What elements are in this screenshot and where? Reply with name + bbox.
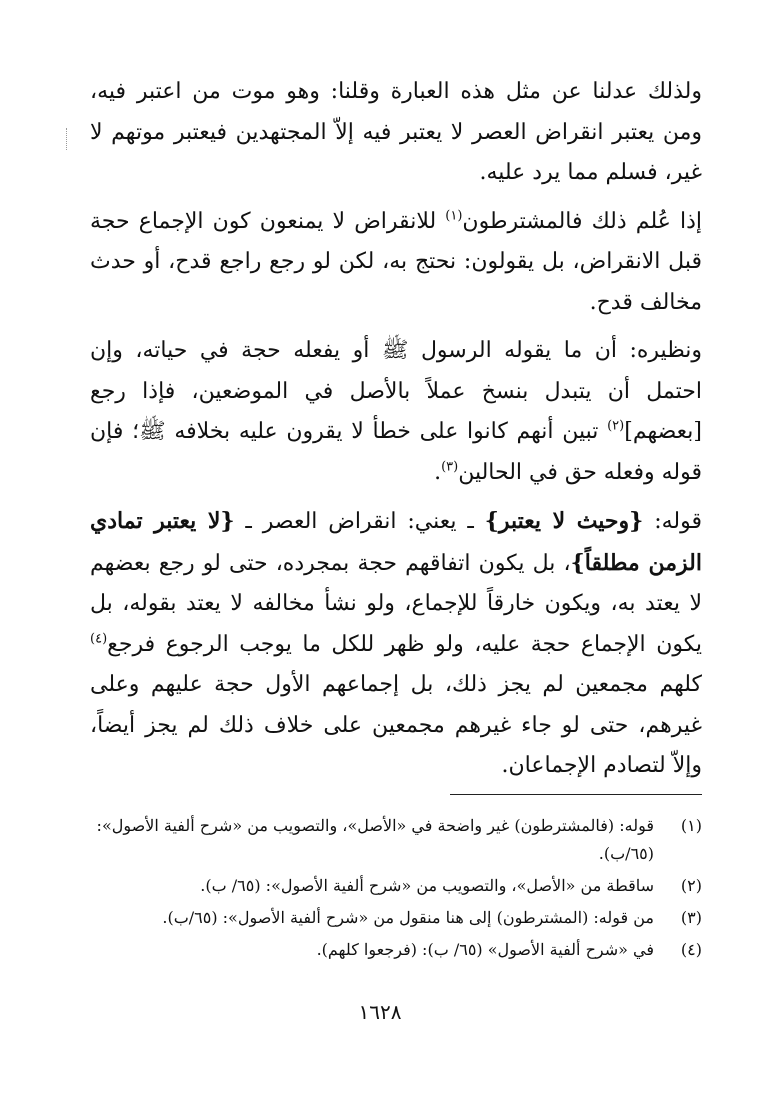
paragraph-3-text-b: تبين أنهم كانوا على خطأ لا يقرون عليه بخلافه ﷺ؛ فإن قوله وفعله حق في الحالين (90, 419, 702, 485)
footnote-divider (450, 794, 702, 795)
footnote-ref-2[interactable]: (٢) (607, 418, 625, 434)
page-number: ١٦٢٨ (358, 1000, 402, 1024)
footnote-number: (١) (680, 816, 702, 835)
footnote-ref-3[interactable]: (٣) (441, 459, 459, 475)
footnotes (80, 812, 702, 968)
paragraph-2-text-b: للانقراض لا يمنعون كون الإجماع حجة قبل الانقراض، بل يقولون: نحتج به، لكن لو رجع راجع قدح، أو حدث مخالف قدح. (90, 208, 702, 315)
quoted-matn-2: {لا يعتبر تمادي الزمن مطلقاً} (90, 508, 702, 576)
footnote-ref-4[interactable]: (٤) (90, 631, 108, 647)
paragraph-4 (90, 501, 702, 787)
footnote-text: ساقطة من «الأصل»، والتصويب من «شرح ألفية الأصول»: (٦٥/ ب). (200, 876, 654, 895)
quoted-matn-1: {وحيث لا يعتبر} (484, 508, 644, 534)
paragraph-4-text-d: ، بل يكون اتفاقهم حجة بمجرده، حتى لو رجع بعضهم لا يعتد به، ويكون خارقاً للإجماع، ولو نشأ مخالفه لا يعتد بقوله، بل يكون الإجماع حجة عليه، ولو ظهر للكل ما يوجب الرجوع فرجع (90, 550, 702, 657)
paragraph-3 (90, 331, 702, 493)
footnote-number: (٤) (680, 940, 702, 959)
footnote-4 (80, 936, 702, 964)
footnote-2 (80, 872, 702, 900)
footnote-ref-1[interactable]: (١) (445, 208, 463, 224)
footnote-3 (80, 904, 702, 932)
margin-mark (66, 128, 68, 150)
paragraph-2 (90, 202, 702, 324)
paragraph-1 (90, 72, 702, 194)
footnote-1 (80, 812, 702, 868)
paragraph-2-text-a: إذا عُلم ذلك فالمشترطون (462, 208, 703, 234)
footnote-number: (٣) (680, 908, 702, 927)
footnote-text: قوله: (فالمشترطون) غير واضحة في «الأصل»، والتصويب من «شرح ألفية الأصول»: (٦٥/ب). (96, 816, 654, 863)
paragraph-4-text-e: كلهم مجمعين لم يجز ذلك، بل إجماعهم الأول حجة عليهم وعلى غيرهم، حتى لو جاء غيرهم مجمعين على خلاف ذلك لم يجز أيضاً، وإلاّ لتصادم الإجماعان. (90, 672, 702, 778)
paragraph-1-text: ولذلك عدلنا عن مثل هذه العبارة وقلنا: وهو موت من اعتبر فيه، ومن يعتبر انقراض العصر لا يعتبر فيه إلاّ المجتهدين فيعتبر موتهم لا غير، فسلم مما يرد عليه. (90, 79, 702, 185)
footnote-number: (٢) (680, 876, 702, 895)
footnote-text: من قوله: (المشترطون) إلى هنا منقول من «شرح ألفية الأصول»: (٦٥/ب). (162, 908, 654, 927)
paragraph-4-text-c: ـ يعني: انقراض العصر ـ (234, 509, 485, 534)
footnote-text: في «شرح ألفية الأصول» (٦٥/ ب): (فرجعوا كلهم). (316, 940, 654, 959)
main-text (90, 72, 702, 795)
paragraph-3-text-c: . (434, 459, 442, 485)
paragraph-3-text-a: ونظيره: أن ما يقوله الرسول ﷺ أو يفعله حجة في حياته، وإن احتمل أن يتبدل بنسخ عملاً بالأصل في الموضعين، فإذا رجع [بعضهم] (90, 338, 702, 444)
paragraph-4-text-a: قوله: (643, 509, 702, 534)
